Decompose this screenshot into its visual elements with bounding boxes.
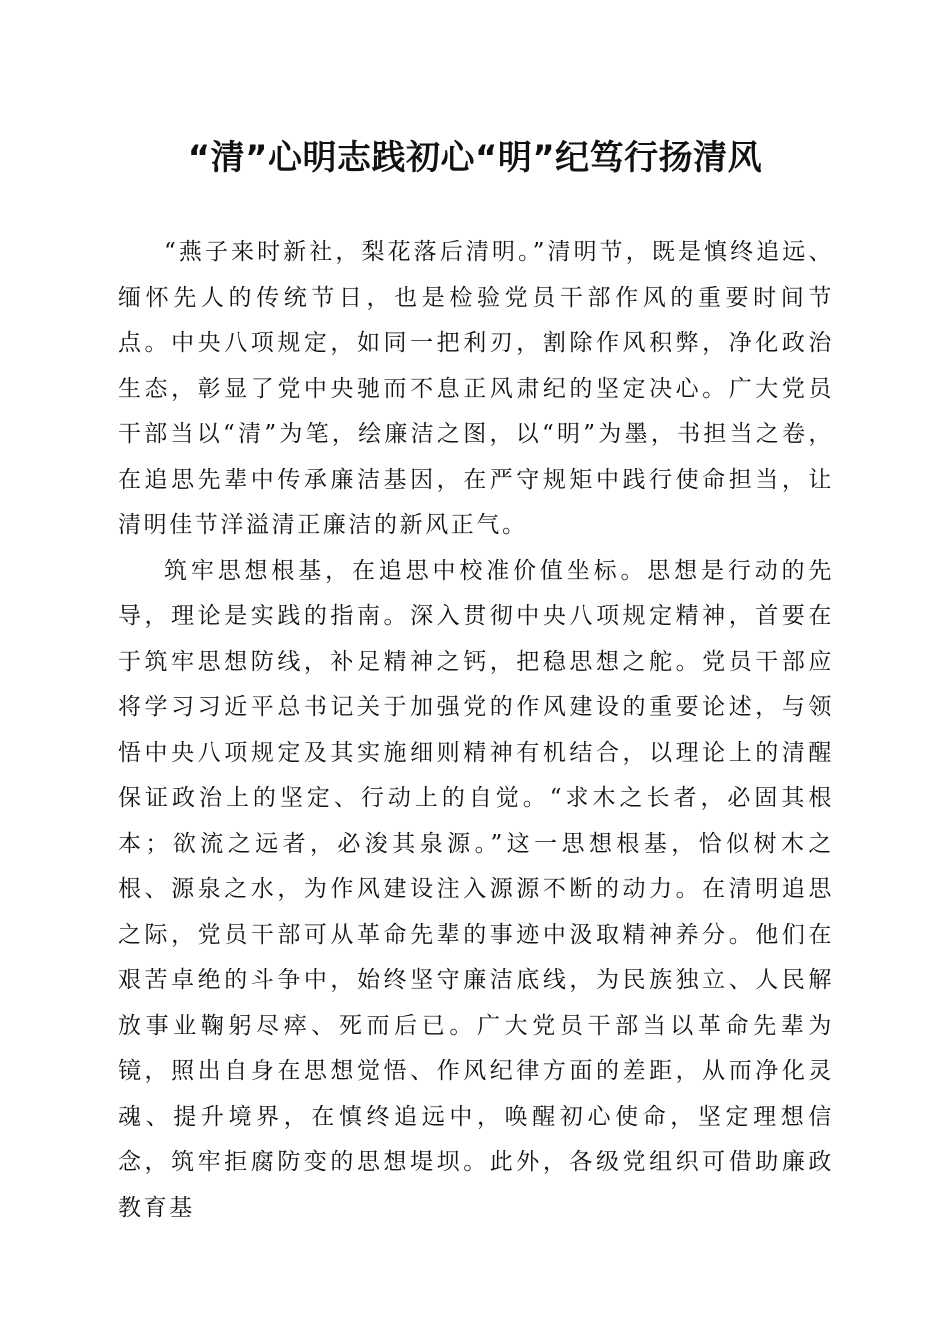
document-title: “清”心明志践初心“明”纪笃行扬清风 [187,138,763,178]
paragraph-intro: “燕子来时新社，梨花落后清明。”清明节，既是慎终追远、缅怀先人的传统节日，也是检验党员干部作风的重要时间节点。中央八项规定，如同一把利刃，割除作风积弊，净化政治生态，彰显了党中央驰而不息正风肃纪的坚定决心。广大党员干部当以“清”为笔，绘廉洁之图，以“明”为墨，书担当之卷，在追思先辈中传承廉洁基因，在严守规矩中践行使命担当，让清明佳节洋溢清正廉洁的新风正气。 [118,239,834,538]
document-body [118,230,834,1231]
paragraph-thought-foundation: 筑牢思想根基，在追思中校准价值坐标。思想是行动的先导，理论是实践的指南。深入贯彻中央八项规定精神，首要在于筑牢思想防线，补足精神之钙，把稳思想之舵。党员干部应将学习习近平总书记关于加强党的作风建设的重要论述，与领悟中央八项规定及其实施细则精神有机结合，以理论上的清醒保证政治上的坚定、行动上的自觉。“求木之长者，必固其根本；欲流之远者，必浚其泉源。”这一思想根基，恰似树木之根、源泉之水，为作风建设注入源源不断的动力。在清明追思之际，党员干部可从革命先辈的事迹中汲取精神养分。他们在艰苦卓绝的斗争中，始终坚守廉洁底线，为民族独立、人民解放事业鞠躬尽瘁、死而后已。广大党员干部当以革命先辈为镜，照出自身在思想觉悟、作风纪律方面的差距，从而净化灵魂、提升境界，在慎终追远中，唤醒初心使命，坚定理想信念，筑牢拒腐防变的思想堤坝。此外，各级党组织可借助廉政教育基 [118,557,834,1221]
